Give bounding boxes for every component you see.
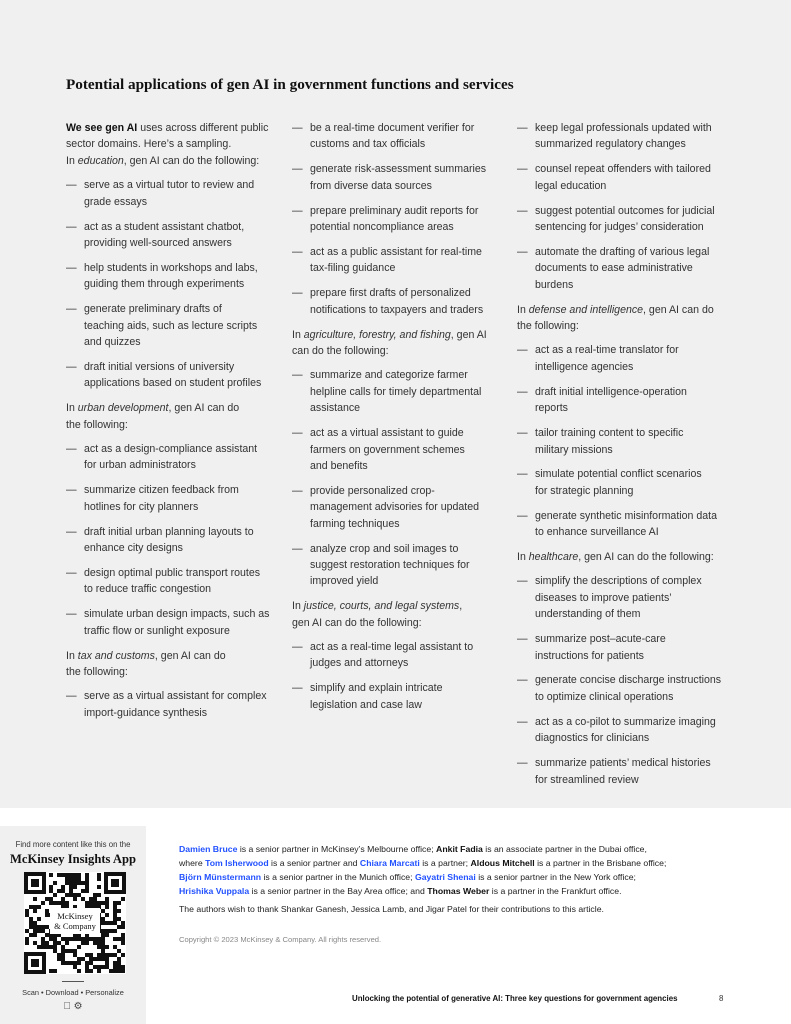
list-item [292,367,502,416]
bullet-dash: — [292,641,303,654]
bullet-dash: — [66,220,77,233]
app-name: McKinsey Insights App [10,852,136,866]
list-item-line: suggest potential outcomes for judicial [535,204,715,217]
list-item-line: help students in workshops and labs, [84,261,258,274]
bullet-dash: — [66,484,77,497]
list-item-line: prepare first drafts of personalized [310,287,471,300]
list-item-line: diagnostics for clinicians [535,732,650,745]
list-item-line: simulate urban design impacts, such as [84,608,270,621]
author-link[interactable]: Chiara Marcati [359,858,420,869]
bullet-dash: — [66,303,77,316]
list-item-line: act as a design-compliance assistant [84,443,258,455]
app-tagline: Scan • Download • Personalize [22,988,124,997]
bullet-dash: — [292,542,303,555]
bullet-dash: — [66,179,77,192]
list-item-line: summarize citizen feedback from [84,484,239,497]
list-item-line: documents to ease administrative [535,262,693,275]
bullet-dash: — [292,287,303,300]
defense-heading: In defense and intelligence, gen AI can do the following: [517,303,714,333]
list-item [66,688,281,721]
list-item-line: military missions [535,443,613,456]
author-link[interactable]: Björn Münstermann [179,872,262,883]
list-item-line: act as a virtual assistant to guide [310,427,464,440]
acknowledgements: The authors wish to thank Shankar Ganesh, Jessica Lamb, and Jigar Patel for their contributions to this article. [179,904,604,914]
education-list [66,177,281,391]
app-promo [0,826,146,1024]
author-link[interactable]: Tom Isherwood [205,858,269,869]
list-item [517,342,737,375]
store-icons [0,1001,146,1012]
list-item [517,631,737,664]
domain-agriculture: agriculture, forestry, and fishing [303,328,451,341]
copyright: Copyright © 2023 McKinsey & Company. All rights reserved. [179,935,382,944]
list-item [292,244,502,277]
column-2 [292,120,502,722]
bullet-dash: — [517,163,528,176]
list-item [517,466,737,499]
list-item-line: for urban administrators [84,459,196,472]
list-item-line: counsel repeat offenders with tailored [535,163,711,176]
tax-list [66,688,281,721]
bullet-dash: — [517,509,528,522]
bullet-dash: — [292,204,303,217]
intro-bold: We see gen AI [66,122,138,134]
bullet-dash: — [517,757,528,770]
list-item-line: farmers on government schemes [310,443,465,456]
bullet-dash: — [517,427,528,440]
bullet-dash: — [292,245,303,258]
bullet-dash: — [517,344,528,357]
author-name: Aldous Mitchell [470,858,535,869]
bullet-dash: — [517,633,528,646]
urban-list [66,441,281,639]
list-item [66,301,281,350]
list-item-line: customs and tax officials [310,138,426,151]
list-item-line: reports [535,402,568,415]
list-item-line: instructions for patients [535,649,644,662]
list-item-line: notifications to taxpayers and traders [310,303,484,316]
list-item [66,260,281,293]
list-item [292,483,502,532]
list-item [292,161,502,194]
list-item-line: summarize post–acute-care [535,633,666,646]
list-item-line: analyze crop and soil images to [310,542,459,555]
list-item-line: to enhance surveillance AI [535,526,659,539]
domain-defense: defense and intelligence [528,303,644,316]
list-item [66,482,281,515]
list-item [517,203,737,236]
list-item-line: automate the drafting of various legal [535,245,710,258]
list-item-line: burdens [535,278,574,291]
intro-text: uses across different public sector domains. Here’s a sampling. [66,122,269,151]
list-item-line: summarize patients’ medical histories [535,757,711,770]
list-item-line: draft initial intelligence-operation [535,385,687,398]
list-item-line: serve as a virtual tutor to review and [84,179,255,192]
bullet-dash: — [292,369,303,382]
bullet-dash: — [66,261,77,274]
list-item-line: act as a co-pilot to summarize imaging [535,715,716,728]
list-item-line: management advisories for updated [310,501,480,514]
healthcare-heading: In healthcare, gen AI can do the following: [517,551,714,564]
list-item [517,120,737,153]
list-item-line: intelligence agencies [535,360,634,373]
list-item-line: draft initial versions of university [84,360,235,373]
list-item-line: sentencing for judges’ consideration [535,221,704,234]
bullet-dash: — [517,122,528,134]
list-item [292,425,502,474]
android-icon[interactable]: ⚙ [68,1001,78,1012]
list-item-line: act as a public assistant for real-time [310,245,482,258]
list-item-line: from diverse data sources [310,179,432,192]
bullet-dash: — [292,427,303,440]
list-item [66,606,281,639]
bullet-dash: — [292,682,303,695]
author-bios: Damien Bruce is a senior partner in McKinsey’s Melbourne office; Ankit Fadia is an associate partner in the Dubai office, where Tom Isherwood is a senior partner and Chiara Marcati is a partner; Aldous Mitchell is a partner in the Brisbane office; Björn Münstermann is a senior partner in the Munich office; Gayatri Shenai is a senior partner in the New York office; Hrishika Vuppala is a senior partner in the Bay Area office; and Thomas Weber is a partner in the Frankfurt office. [179,844,667,897]
list-item [517,755,737,788]
divider [62,981,84,982]
defense-list [517,342,737,540]
list-item-line: hotlines for city planners [84,500,199,513]
healthcare-list [517,573,737,787]
bullet-dash: — [66,566,77,579]
bullet-dash: — [517,204,528,217]
bullet-dash: — [66,443,77,455]
list-item-line: draft initial urban planning layouts to [84,525,254,538]
bullet-dash: — [66,690,77,703]
list-item-line: generate concise discharge instructions [535,674,722,687]
domain-tax: tax and customs [77,649,155,662]
list-item-line: for strategic planning [535,484,634,497]
list-item-line: guiding them through experiments [84,278,245,291]
list-item-line: suggest restoration techniques for [310,558,470,571]
list-item-line: teaching aids, such as lecture scripts [84,319,258,332]
list-item-line: applications based on student profiles [84,377,262,390]
column-1 [66,120,281,730]
list-item [292,203,502,236]
list-item-line: summarized regulatory changes [535,138,686,151]
list-item-line: generate risk-assessment summaries [310,163,487,176]
tax-heading: In tax and customs, gen AI can do the following: [66,649,226,678]
list-item-line: improved yield [310,575,379,588]
list-item-line: assistance [310,402,361,415]
list-item-line: to optimize clinical operations [535,690,674,703]
list-item-line: grade essays [84,195,148,208]
page-title: Potential applications of gen AI in government functions and services [66,76,514,93]
list-item-line: farming techniques [310,517,400,530]
list-item-line: providing well-sourced answers [84,236,232,249]
list-item [517,161,737,194]
list-item-line: act as a real-time legal assistant to [310,641,474,654]
list-item [292,541,502,590]
list-item-line: for streamlined review [535,773,639,786]
bullet-dash: — [517,468,528,481]
bullet-dash: — [517,674,528,687]
list-item-line: understanding of them [535,608,641,621]
domain-urban: urban development [77,402,169,415]
list-item [66,524,281,557]
list-item-line: and benefits [310,459,368,472]
bullet-dash: — [66,608,77,621]
list-item [66,219,281,252]
list-item [292,639,502,672]
list-item-line: provide personalized crop- [310,484,435,497]
list-item-line: traffic flow or sunlight exposure [84,624,230,637]
list-item-line: simulate potential conflict scenarios [535,468,702,481]
list-item [517,384,737,417]
justice-heading: In justice, courts, and legal systems, gen AI can do the following: [292,600,463,629]
bullet-dash: — [292,484,303,497]
domain-healthcare: healthcare [528,551,579,564]
app-find-text: Find more content like this on the [15,840,131,849]
list-item-line: judges and attorneys [310,657,409,670]
bullet-dash: — [292,122,303,134]
author-link[interactable]: Gayatri Shenai [414,872,476,883]
apple-icon[interactable] [63,1001,71,1012]
list-item-line: diseases to improve patients’ [535,591,672,604]
list-item [66,441,281,474]
domain-education: education [77,154,124,167]
author-link[interactable]: Hrishika Vuppala [179,886,250,897]
list-item [517,425,737,458]
bullet-dash: — [66,360,77,373]
list-item-line: act as a student assistant chatbot, [84,220,245,233]
list-item-line: summarize and categorize farmer [310,369,468,382]
qr-logo-line-2: & Company [54,921,96,931]
bullet-dash: — [517,385,528,398]
list-item [66,177,281,210]
agriculture-list [292,367,502,589]
bullet-dash: — [66,525,77,538]
list-item [517,508,737,541]
list-item-line: tailor training content to specific [535,427,684,440]
justice-list [292,639,502,713]
intro-paragraph: We see gen AI uses across different public sector domains. Here’s a sampling. In education, gen AI can do the following: [66,122,269,167]
page-number: 8 [719,994,724,1003]
list-item [292,120,502,153]
list-item-line: keep legal professionals updated with [535,122,712,134]
list-item-line: to reduce traffic congestion [84,583,212,596]
list-item [292,285,502,318]
list-item-line: and quizzes [84,335,141,348]
list-item-line: simplify and explain intricate [310,682,443,695]
qr-logo-line-1: McKinsey [57,911,93,921]
list-item-line: generate preliminary drafts of [84,303,222,316]
column-3 [517,120,737,796]
list-item [517,714,737,747]
qr-code[interactable] [24,872,126,974]
bullet-dash: — [517,715,528,728]
list-item [66,359,281,392]
list-item-line: be a real-time document verifier for [310,122,475,134]
author-name: Ankit Fadia [436,844,483,854]
list-item-line: tax-filing guidance [310,262,396,275]
list-item-line: prepare preliminary audit reports for [310,204,479,217]
list-item [66,565,281,598]
list-item [292,680,502,713]
footer-title: Unlocking the potential of generative AI: Three key questions for government agencies [352,994,678,1003]
agriculture-heading: In agriculture, forestry, and fishing, gen AI can do the following: [292,328,487,357]
domain-justice: justice, courts, and legal systems [303,600,460,613]
list-item-line: helpline calls for timely departmental [310,385,482,398]
list-item-line: potential noncompliance areas [310,221,454,234]
list-item-line: simplify the descriptions of complex [535,575,702,588]
tax-list-cont [292,120,502,318]
bullet-dash: — [517,245,528,258]
list-item-line: act as a real-time translator for [535,344,679,357]
list-item-line: generate synthetic misinformation data [535,509,717,522]
justice-list-cont [517,120,737,293]
list-item [517,573,737,622]
author-name: Thomas Weber [427,886,490,897]
author-link[interactable]: Damien Bruce [179,844,238,854]
urban-heading: In urban development, gen AI can do the following: [66,402,240,431]
list-item [517,672,737,705]
bullet-dash: — [517,575,528,588]
list-item [517,244,737,293]
list-item-line: design optimal public transport routes [84,566,261,579]
list-item-line: legislation and case law [310,698,422,711]
list-item-line: enhance city designs [84,542,183,555]
list-item-line: legal education [535,179,607,192]
list-item-line: serve as a virtual assistant for complex [84,690,267,703]
list-item-line: import-guidance synthesis [84,706,208,719]
bullet-dash: — [292,163,303,176]
